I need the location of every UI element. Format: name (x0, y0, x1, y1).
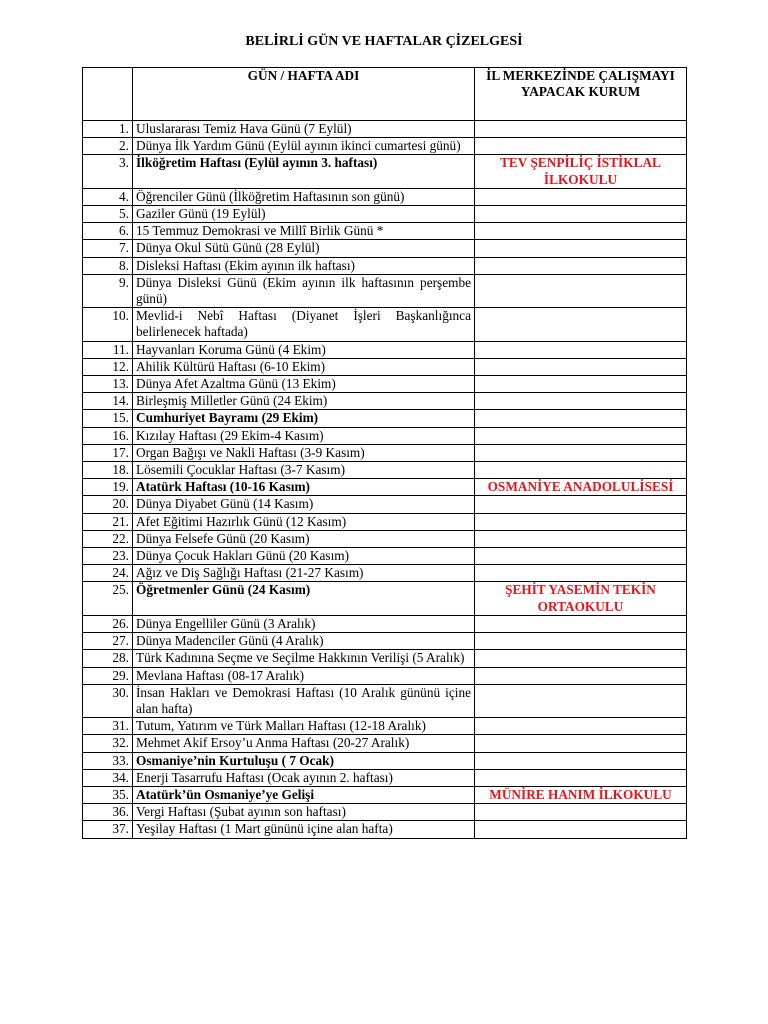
table-row (83, 752, 687, 769)
row-number: 10. (83, 308, 133, 341)
table-row (83, 155, 687, 188)
table-row (83, 769, 687, 786)
row-institution (475, 341, 687, 358)
row-institution (475, 804, 687, 821)
row-event-name: Lösemili Çocuklar Haftası (3-7 Kasım) (133, 462, 475, 479)
row-number: 4. (83, 188, 133, 205)
row-institution (475, 633, 687, 650)
row-number: 29. (83, 667, 133, 684)
row-institution (475, 427, 687, 444)
row-institution (475, 358, 687, 375)
row-number: 33. (83, 752, 133, 769)
row-number: 13. (83, 376, 133, 393)
row-number: 5. (83, 206, 133, 223)
table-row (83, 804, 687, 821)
row-number: 11. (83, 341, 133, 358)
table-row (83, 667, 687, 684)
row-institution (475, 496, 687, 513)
row-event-name: Organ Bağışı ve Nakli Haftası (3-9 Kasım) (133, 444, 475, 461)
row-event-name: Kızılay Haftası (29 Ekim-4 Kasım) (133, 427, 475, 444)
row-number: 17. (83, 444, 133, 461)
table-row (83, 121, 687, 138)
row-number: 22. (83, 530, 133, 547)
schedule-table (82, 67, 687, 839)
row-number: 32. (83, 735, 133, 752)
row-event-name: Osmaniye’nin Kurtuluşu ( 7 Ocak) (133, 752, 475, 769)
row-event-name: Uluslararası Temiz Hava Günü (7 Eylül) (133, 121, 475, 138)
row-event-name: Dünya Diyabet Günü (14 Kasım) (133, 496, 475, 513)
row-event-name: Cumhuriyet Bayramı (29 Ekim) (133, 410, 475, 427)
table-row (83, 479, 687, 496)
row-event-name: Mehmet Akif Ersoy’u Anma Haftası (20-27 Aralık) (133, 735, 475, 752)
row-number: 2. (83, 138, 133, 155)
row-number: 25. (83, 582, 133, 615)
row-institution (475, 565, 687, 582)
row-number: 12. (83, 358, 133, 375)
row-number: 28. (83, 650, 133, 667)
row-institution (475, 121, 687, 138)
table-row (83, 718, 687, 735)
table-row (83, 462, 687, 479)
row-number: 8. (83, 257, 133, 274)
table-row (83, 341, 687, 358)
row-event-name: Dünya Engelliler Günü (3 Aralık) (133, 615, 475, 632)
table-row (83, 376, 687, 393)
table-row (83, 684, 687, 717)
row-event-name: Dünya Afet Azaltma Günü (13 Ekim) (133, 376, 475, 393)
table-row (83, 633, 687, 650)
row-number: 34. (83, 769, 133, 786)
row-institution (475, 752, 687, 769)
row-institution (475, 513, 687, 530)
row-event-name: Dünya Okul Sütü Günü (28 Eylül) (133, 240, 475, 257)
table-row (83, 274, 687, 307)
row-event-name: Birleşmiş Milletler Günü (24 Ekim) (133, 393, 475, 410)
row-number: 15. (83, 410, 133, 427)
table-row (83, 240, 687, 257)
row-institution (475, 206, 687, 223)
row-number: 36. (83, 804, 133, 821)
row-number: 37. (83, 821, 133, 838)
row-event-name: Ağız ve Diş Sağlığı Haftası (21-27 Kasım) (133, 565, 475, 582)
table-row (83, 223, 687, 240)
row-number: 26. (83, 615, 133, 632)
row-event-name: Vergi Haftası (Şubat ayının son haftası) (133, 804, 475, 821)
row-institution (475, 548, 687, 565)
row-institution (475, 274, 687, 307)
row-institution (475, 410, 687, 427)
row-number: 14. (83, 393, 133, 410)
row-number: 9. (83, 274, 133, 307)
row-institution (475, 188, 687, 205)
row-number: 35. (83, 786, 133, 803)
row-number: 16. (83, 427, 133, 444)
table-row (83, 358, 687, 375)
document-title: BELİRLİ GÜN VE HAFTALAR ÇİZELGESİ (245, 34, 523, 49)
row-institution (475, 393, 687, 410)
row-event-name: Dünya İlk Yardım Günü (Eylül ayının ikinci cumartesi günü) (133, 138, 475, 155)
row-number: 23. (83, 548, 133, 565)
row-event-name: İnsan Hakları ve Demokrasi Haftası (10 Aralık gününü içine alan hafta) (133, 684, 475, 717)
row-event-name: Afet Eğitimi Hazırlık Günü (12 Kasım) (133, 513, 475, 530)
row-event-name: Atatürk Haftası (10-16 Kasım) (133, 479, 475, 496)
row-institution (475, 138, 687, 155)
table-row (83, 548, 687, 565)
header-number (83, 68, 133, 121)
table-row (83, 393, 687, 410)
row-institution (475, 444, 687, 461)
row-institution: ŞEHİT YASEMİN TEKİN ORTAOKULU (475, 582, 687, 615)
row-event-name: Dünya Disleksi Günü (Ekim ayının ilk haftasının perşembe günü) (133, 274, 475, 307)
table-row (83, 427, 687, 444)
row-event-name: Yeşilay Haftası (1 Mart gününü içine alan hafta) (133, 821, 475, 838)
table-row (83, 582, 687, 615)
row-institution (475, 462, 687, 479)
row-number: 19. (83, 479, 133, 496)
row-event-name: Atatürk’ün Osmaniye’ye Gelişi (133, 786, 475, 803)
row-institution (475, 376, 687, 393)
row-institution: TEV ŞENPİLİÇ İSTİKLAL İLKOKULU (475, 155, 687, 188)
row-number: 24. (83, 565, 133, 582)
row-institution: MÜNİRE HANIM İLKOKULU (475, 786, 687, 803)
row-institution (475, 684, 687, 717)
row-institution (475, 650, 687, 667)
row-event-name: Hayvanları Koruma Günü (4 Ekim) (133, 341, 475, 358)
row-institution (475, 308, 687, 341)
header-institution: İL MERKEZİNDE ÇALIŞMAYI YAPACAK KURUM (475, 68, 687, 121)
row-institution (475, 530, 687, 547)
table-row (83, 496, 687, 513)
table-header-row (83, 68, 687, 121)
row-number: 30. (83, 684, 133, 717)
row-event-name: Enerji Tasarrufu Haftası (Ocak ayının 2. haftası) (133, 769, 475, 786)
table-row (83, 138, 687, 155)
row-institution (475, 667, 687, 684)
table-row (83, 565, 687, 582)
row-event-name: 15 Temmuz Demokrasi ve Millî Birlik Günü * (133, 223, 475, 240)
row-event-name: Gaziler Günü (19 Eylül) (133, 206, 475, 223)
row-number: 27. (83, 633, 133, 650)
row-institution (475, 769, 687, 786)
table-row (83, 821, 687, 838)
row-event-name: Tutum, Yatırım ve Türk Malları Haftası (12-18 Aralık) (133, 718, 475, 735)
table-row (83, 786, 687, 803)
row-institution (475, 223, 687, 240)
row-number: 18. (83, 462, 133, 479)
row-institution (475, 257, 687, 274)
table-row (83, 650, 687, 667)
row-institution (475, 240, 687, 257)
row-event-name: Ahilik Kültürü Haftası (6-10 Ekim) (133, 358, 475, 375)
row-institution (475, 735, 687, 752)
row-number: 1. (83, 121, 133, 138)
table-row (83, 615, 687, 632)
row-event-name: Disleksi Haftası (Ekim ayının ilk haftası) (133, 257, 475, 274)
table-row (83, 530, 687, 547)
row-number: 20. (83, 496, 133, 513)
row-event-name: Mevlid-i Nebî Haftası (Diyanet İşleri Başkanlığınca belirlenecek haftada) (133, 308, 475, 341)
table-row (83, 257, 687, 274)
table-row (83, 444, 687, 461)
row-number: 21. (83, 513, 133, 530)
row-institution: OSMANİYE ANADOLULİSESİ (475, 479, 687, 496)
row-event-name: İlköğretim Haftası (Eylül ayının 3. haftası) (133, 155, 475, 188)
row-number: 31. (83, 718, 133, 735)
row-event-name: Dünya Madenciler Günü (4 Aralık) (133, 633, 475, 650)
row-event-name: Öğrenciler Günü (İlköğretim Haftasının son günü) (133, 188, 475, 205)
row-number: 6. (83, 223, 133, 240)
table-row (83, 206, 687, 223)
row-event-name: Dünya Felsefe Günü (20 Kasım) (133, 530, 475, 547)
row-institution (475, 821, 687, 838)
table-row (83, 410, 687, 427)
header-name: GÜN / HAFTA ADI (133, 68, 475, 121)
table-row (83, 188, 687, 205)
table-body (83, 121, 687, 839)
row-institution (475, 718, 687, 735)
row-number: 7. (83, 240, 133, 257)
table-row (83, 308, 687, 341)
table-row (83, 513, 687, 530)
row-event-name: Mevlana Haftası (08-17 Aralık) (133, 667, 475, 684)
row-event-name: Öğretmenler Günü (24 Kasım) (133, 582, 475, 615)
row-institution (475, 615, 687, 632)
row-event-name: Türk Kadınına Seçme ve Seçilme Hakkının Verilişi (5 Aralık) (133, 650, 475, 667)
row-number: 3. (83, 155, 133, 188)
row-event-name: Dünya Çocuk Hakları Günü (20 Kasım) (133, 548, 475, 565)
table-row (83, 735, 687, 752)
